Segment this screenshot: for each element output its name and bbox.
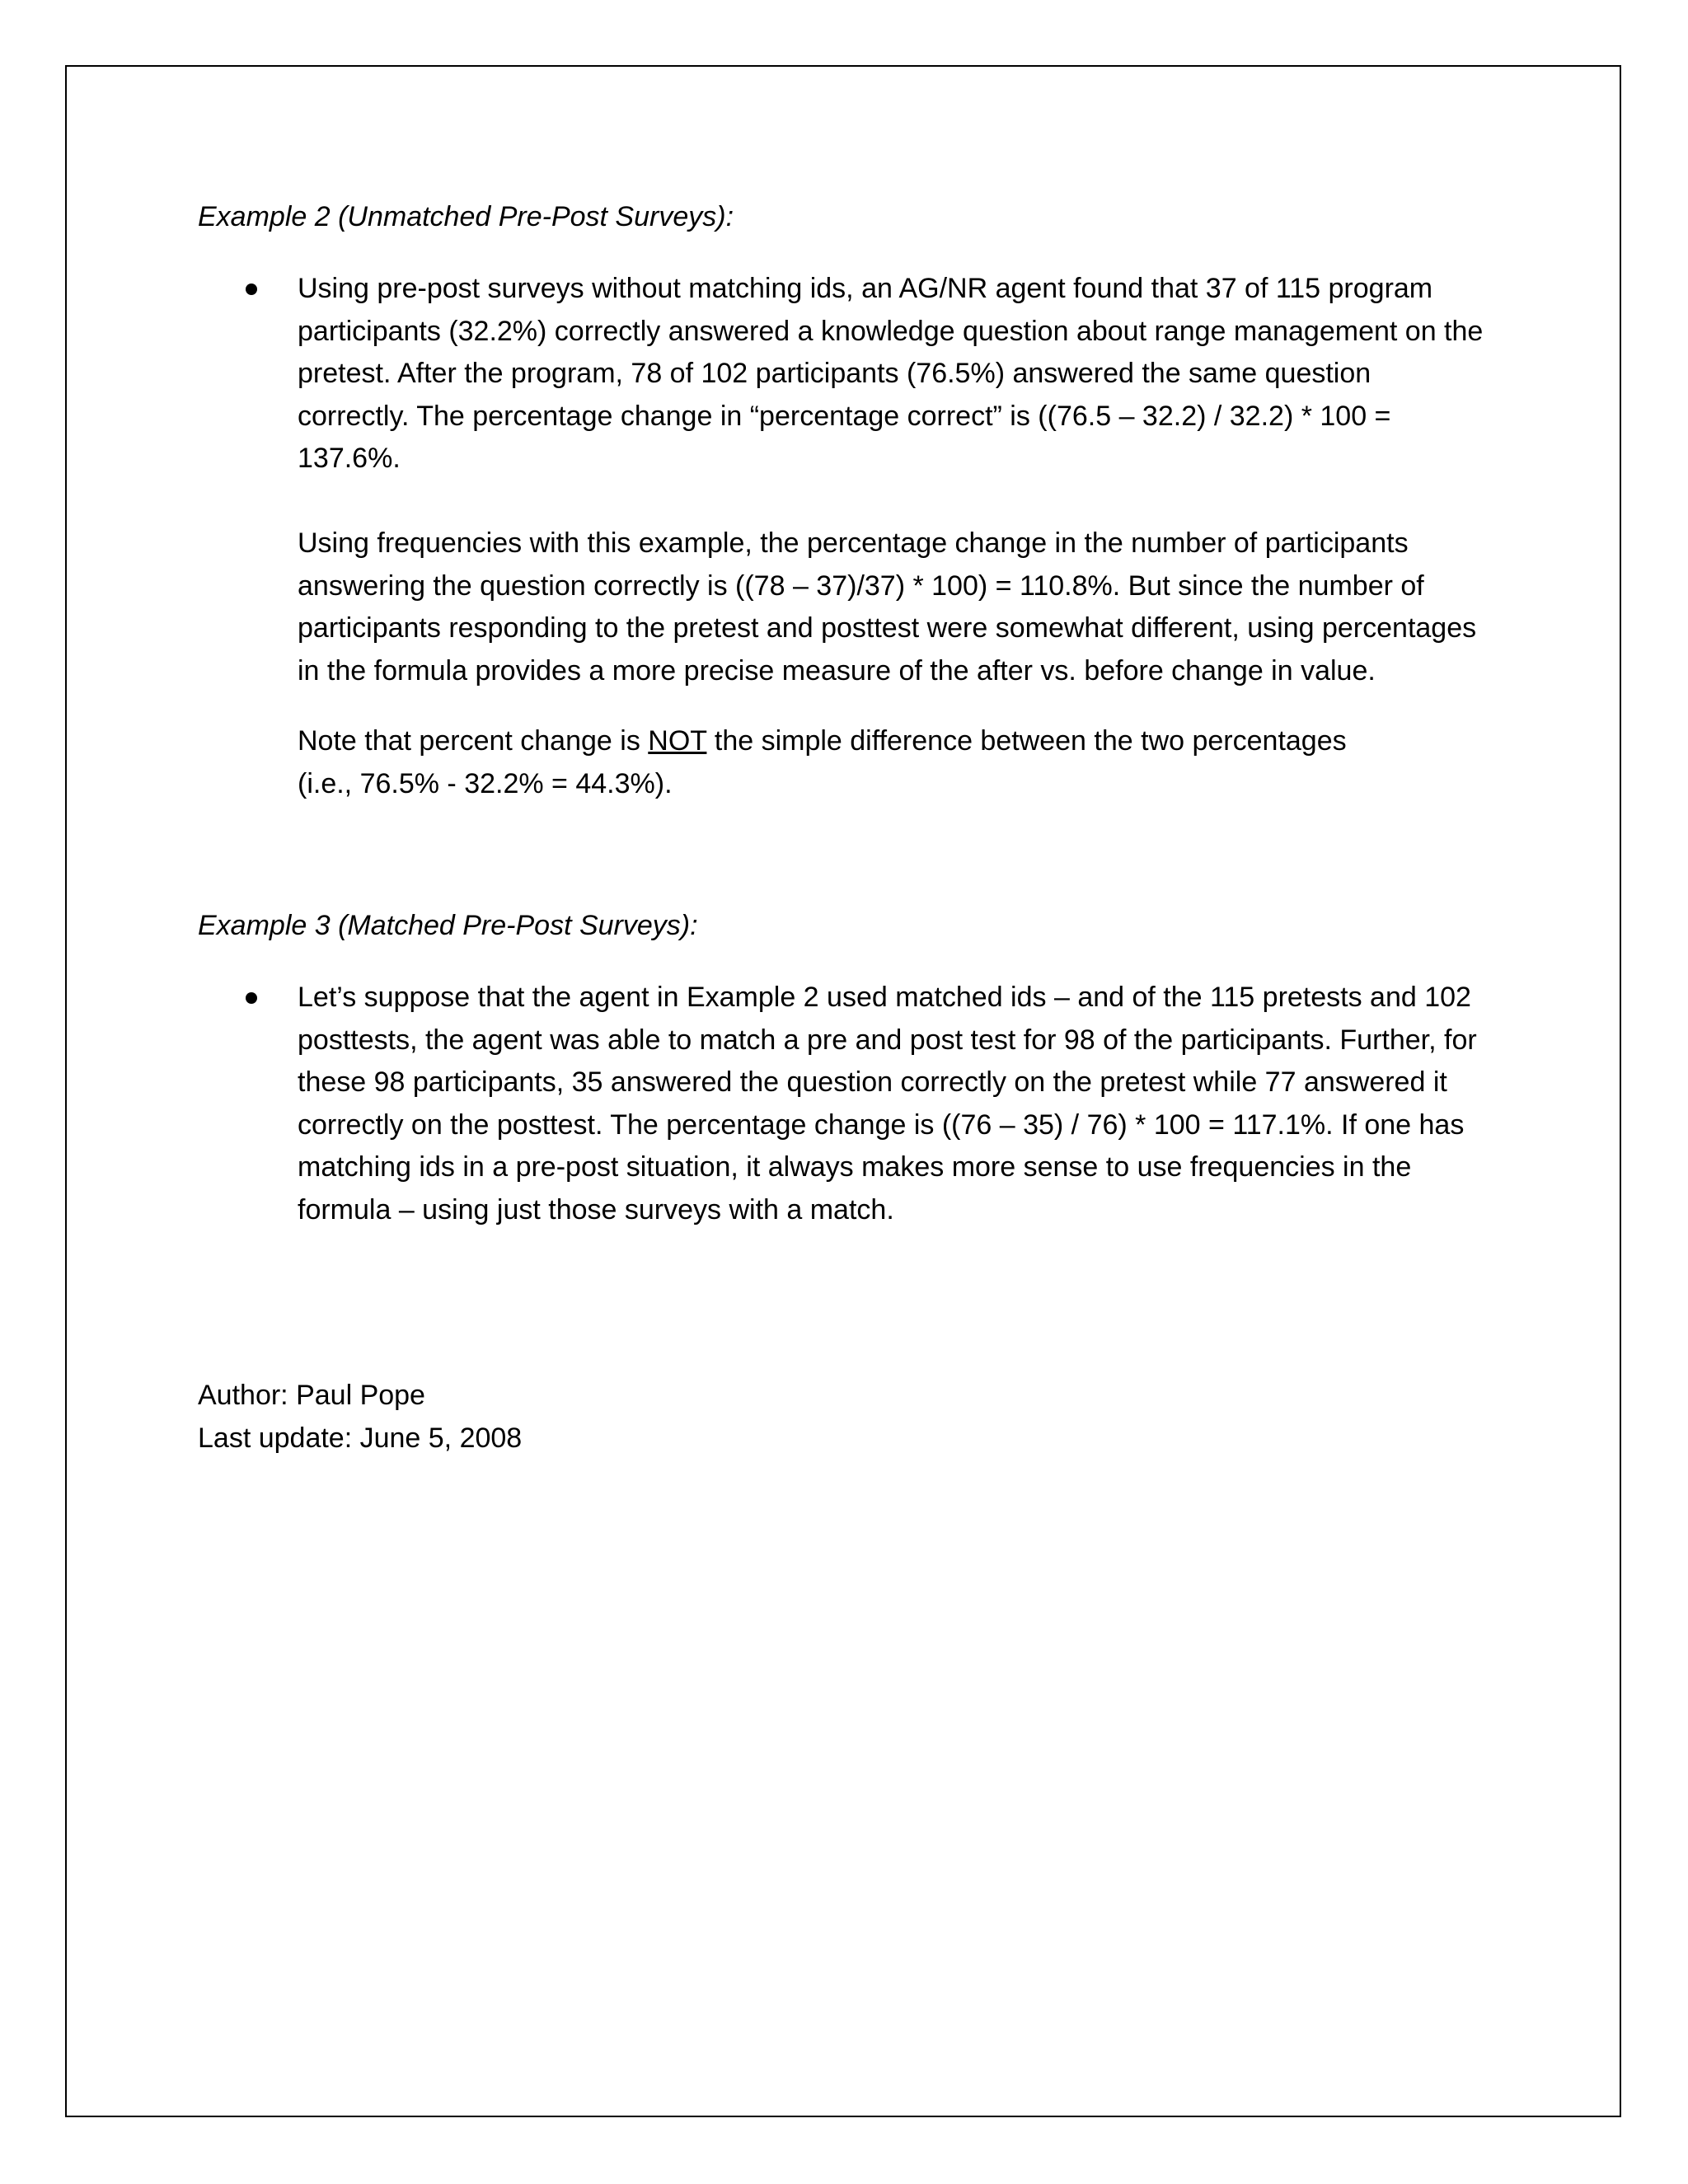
text-line: pretest. After the program, 78 of 102 participants (76.5%) answered the same question (298, 358, 1372, 389)
text-line: answering the question correctly is ((78 – 37)/37) * 100) = 110.8%. But since the number of (298, 569, 1424, 602)
example-3-bullet-text (298, 977, 1477, 1231)
note-emphasis: NOT (648, 725, 707, 757)
document-footer (198, 1375, 522, 1460)
example-2-frequency-paragraph (298, 523, 1476, 692)
text-line: Using frequencies with this example, the percentage change in the number of participants (298, 527, 1409, 559)
text-line: (i.e., 76.5% - 32.2% = 44.3%). (298, 767, 673, 799)
text-line: participants (32.2%) correctly answered a knowledge question about range management on the (298, 315, 1484, 347)
text-line: correctly on the posttest. The percentage change is ((76 – 35) / 76) * 100 = 117.1%. If one has (298, 1108, 1465, 1141)
example-3-heading: Example 3 (Matched Pre-Post Surveys): (198, 910, 698, 941)
text-line: Using pre-post surveys without matching ids, an AG/NR agent found that 37 of 115 program (298, 273, 1433, 304)
text-line: Let’s suppose that the agent in Example 2 used matched ids – and of the 115 pretests and 102 (298, 982, 1471, 1013)
author-line: Author: Paul Pope (198, 1380, 425, 1411)
text-line: posttests, the agent was able to match a pre and post test for 98 of the participants. Further, for (298, 1024, 1477, 1056)
text-line: matching ids in a pre-post situation, it always makes more sense to use frequencies in the (298, 1151, 1412, 1183)
note-suffix: the simple difference between the two percentages (706, 725, 1347, 757)
example-2-note-paragraph (298, 720, 1347, 805)
note-prefix: Note that percent change is (298, 725, 649, 757)
text-line: correctly. The percentage change in “percentage correct” is ((76.5 – 32.2) / 32.2) * 100 = (298, 400, 1391, 432)
text-line: participants responding to the pretest and posttest were somewhat different, using percentages (298, 612, 1477, 644)
last-update-line: Last update: June 5, 2008 (198, 1422, 523, 1454)
example-2-heading: Example 2 (Unmatched Pre-Post Surveys): (198, 201, 734, 232)
example-2-bullet-text (298, 268, 1483, 480)
text-line: formula – using just those surveys with a match. (298, 1193, 894, 1226)
bullet-icon (246, 284, 257, 295)
text-line: 137.6%. (298, 443, 401, 474)
text-line: these 98 participants, 35 answered the question correctly on the pretest while 77 answered it (298, 1066, 1447, 1098)
text-line (298, 720, 1347, 763)
bullet-icon (246, 992, 257, 1004)
text-line: in the formula provides a more precise measure of the after vs. before change in value. (298, 654, 1376, 687)
